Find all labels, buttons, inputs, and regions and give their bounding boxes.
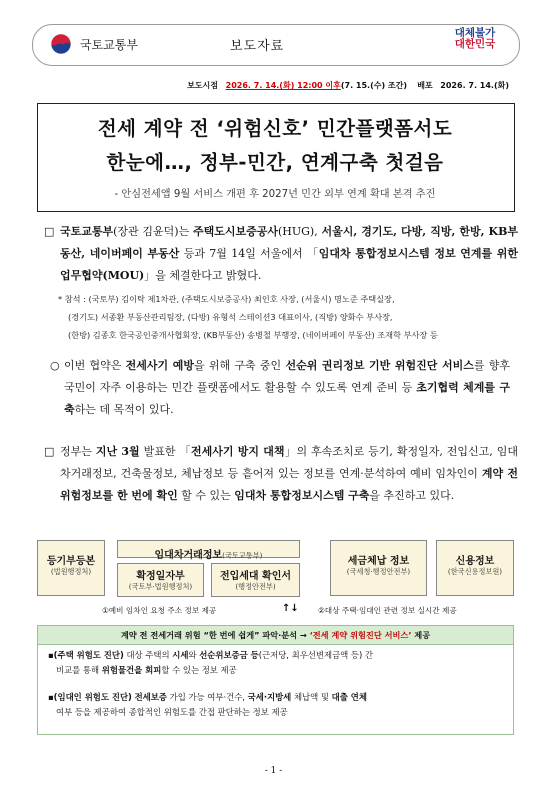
text-policy: 전세사기 방지 대책 xyxy=(190,445,285,458)
text-span: (장관 김윤덕)는 xyxy=(113,225,193,238)
flow-step-provide: ②대상 주택·임대인 관련 정보 실시간 제공 xyxy=(318,606,457,615)
square-bullet: □ xyxy=(44,225,55,238)
text-span: 대상 주택의 xyxy=(123,650,173,660)
text-hug: 주택도시보증공사 xyxy=(192,225,278,238)
text-span: 정부는 xyxy=(60,445,96,458)
text-span: 여부 등을 제공하여 종합적인 위험도를 간접 판단하는 정보 제공 xyxy=(56,707,288,717)
distribution-label: 배포 xyxy=(417,81,433,90)
embargo-label: 보도시점 xyxy=(187,81,219,90)
text-span: 선순위보증금 등 xyxy=(199,650,259,660)
service-banner xyxy=(37,625,514,645)
page-number: - 1 - xyxy=(264,766,283,776)
source-agency: (행정안전부) xyxy=(235,582,276,591)
source-agency: (한국신용정보원) xyxy=(447,567,503,576)
embargo-paper: (7. 15.(수) 조간) xyxy=(340,81,408,90)
source-agency: (국토교통부) xyxy=(222,551,263,560)
paragraph-purpose xyxy=(50,355,510,421)
source-agency: (국세청·행정안전부) xyxy=(346,567,411,576)
text-span: 체납액 및 xyxy=(291,692,332,702)
source-title: 확정일자부 xyxy=(136,571,185,582)
source-credit xyxy=(436,540,514,596)
circle-bullet: ○ xyxy=(50,359,60,372)
text-cooperation: 초기협력 체계를 구축 xyxy=(64,381,510,416)
source-title: 신용정보 xyxy=(455,556,495,567)
text-mou-name: 임대차 통합정보시스템 정보 연계를 위한 업무협약(MOU) xyxy=(60,247,519,282)
source-title: 전입세대 확인서 xyxy=(219,571,292,582)
text-span: 을 추진하고 있다. xyxy=(369,489,455,502)
banner-service-name: ‘전세 계약 위험진단 서비스’ xyxy=(309,630,412,640)
brand-logo xyxy=(445,28,505,50)
source-registry xyxy=(37,540,105,596)
document-type: 보도자료 xyxy=(230,39,285,54)
source-title: 등기부등본 xyxy=(46,556,96,567)
text-span: 」을 체결한다고 밝혔다. xyxy=(144,269,262,282)
source-title: 임대차거래정보 xyxy=(154,550,223,561)
source-agency: (국토부·법원행정처) xyxy=(128,582,193,591)
text-span: 등과 7월 14일 서울에서 「 xyxy=(179,247,319,260)
brand-line-1: 대체불가 xyxy=(454,27,496,39)
text-span: 위험물건을 회피 xyxy=(101,665,162,675)
text-risk-service: 선순위 권리정보 기반 위험진단 서비스 xyxy=(285,359,474,372)
text-span: (HUG), xyxy=(277,225,322,238)
text-march: 지난 3월 xyxy=(95,445,140,458)
source-fixed-date xyxy=(117,563,204,597)
source-move-in xyxy=(211,563,300,597)
detail-heading: ▪(임대인 위험도 진단) xyxy=(48,692,132,702)
text-span: 가입 가능 여부·건수, xyxy=(166,692,248,702)
detail-heading: ▪(주택 위험도 진단) xyxy=(48,650,124,660)
banner-text: 제공 xyxy=(411,630,431,640)
square-bullet: □ xyxy=(44,445,55,458)
ministry-name: 국토교통부 xyxy=(80,38,138,52)
note-line: (한방) 김종호 한국공인중개사협회장, (KB부동산) 송병철 부행장, (네이버페이 부동산) 조재학 부사장 등 xyxy=(68,330,438,340)
attendees-note xyxy=(58,290,520,344)
text-span: 할 수 있는 xyxy=(177,489,235,502)
text-ministry: 국토교통부 xyxy=(60,225,114,238)
embargo-time: 2026. 7. 14.(화) 12:00 이후 xyxy=(225,81,341,90)
text-span: 시세 xyxy=(172,650,189,660)
text-check-once: 계약 전 위험정보를 한 번에 확인 xyxy=(60,467,518,502)
text-integrated-system: 임대차 통합정보시스템 구축 xyxy=(234,489,370,502)
text-span: 발표한 「 xyxy=(139,445,191,458)
paragraph-mou xyxy=(44,221,518,287)
text-partners: 서울시, 경기도, 다방, 직방, 한방, KB부동산, 네이버페이 부동산 xyxy=(60,225,518,260)
brand-line-2: 대한민국 xyxy=(454,38,496,50)
text-span: 를 향후 국민이 자주 이용하는 민간 플랫폼에서도 활용할 수 있도록 연계 준비 등 xyxy=(64,359,510,394)
text-fraud-prevention: 전세사기 예방 xyxy=(125,359,195,372)
text-span: 비교를 통해 xyxy=(56,665,102,675)
detail-landlord-risk xyxy=(48,690,508,720)
text-span: 하는 데 목적이 있다. xyxy=(74,403,174,416)
note-line: * 참석 : (국토부) 김이탁 제1차관, (주택도시보증공사) 최인호 사장, (서울시) 명노준 주택실장, xyxy=(58,294,395,304)
text-span: 할 수 있는 정보 제공 xyxy=(161,665,237,675)
banner-text: 계약 전 전세거래 위험 “한 번에 쉽게” 파악·분석 → xyxy=(120,630,310,640)
detail-housing-risk xyxy=(48,648,508,678)
headline-line-2: 한눈에…, 정부-민간, 연계구축 첫걸음 xyxy=(106,151,444,174)
source-tax-arrears xyxy=(330,540,427,596)
note-line: (경기도) 서종환 부동산관리팀장, (다방) 유형석 스테이션3 대표이사, (직방) 양화수 부사장, xyxy=(68,312,393,322)
text-span: (근저당, 최우선변제금액 등) 간 xyxy=(258,650,374,660)
source-agency: (법원행정처) xyxy=(50,567,92,576)
text-span: 와 xyxy=(188,650,200,660)
up-down-arrow-icon: ↑↓ xyxy=(282,603,299,614)
source-title: 세금체납 정보 xyxy=(347,556,410,567)
subtitle: - 안심전세앱 9월 서비스 개편 후 2027년 민간 외부 연계 확대 본격 추진 xyxy=(114,189,436,200)
distribution-date: 2026. 7. 14.(화) xyxy=(440,81,509,90)
embargo-line xyxy=(187,80,509,91)
flow-step-request: ①예비 임차인 요청 주소 정보 제공 xyxy=(102,606,217,615)
text-span: 대출 연체 xyxy=(331,692,367,702)
paragraph-system xyxy=(44,441,518,507)
headline-line-1: 전세 계약 전 ‘위험신호’ 민간플랫폼서도 xyxy=(97,117,453,140)
text-span: 국세·지방세 xyxy=(247,692,292,702)
government-emblem-icon xyxy=(50,33,72,55)
text-span: 」의 후속조치로 등기, 확정일자, 전입신고, 임대차거래정보, 건축물정보, 체납정보 등 흩어져 있는 정보를 연계·분석하여 예비 임차인이 xyxy=(60,445,518,480)
text-span: 전세보증 xyxy=(134,692,167,702)
source-lease xyxy=(117,540,300,561)
text-span: 을 위해 구축 중인 xyxy=(194,359,286,372)
text-span: 이번 협약은 xyxy=(64,359,126,372)
